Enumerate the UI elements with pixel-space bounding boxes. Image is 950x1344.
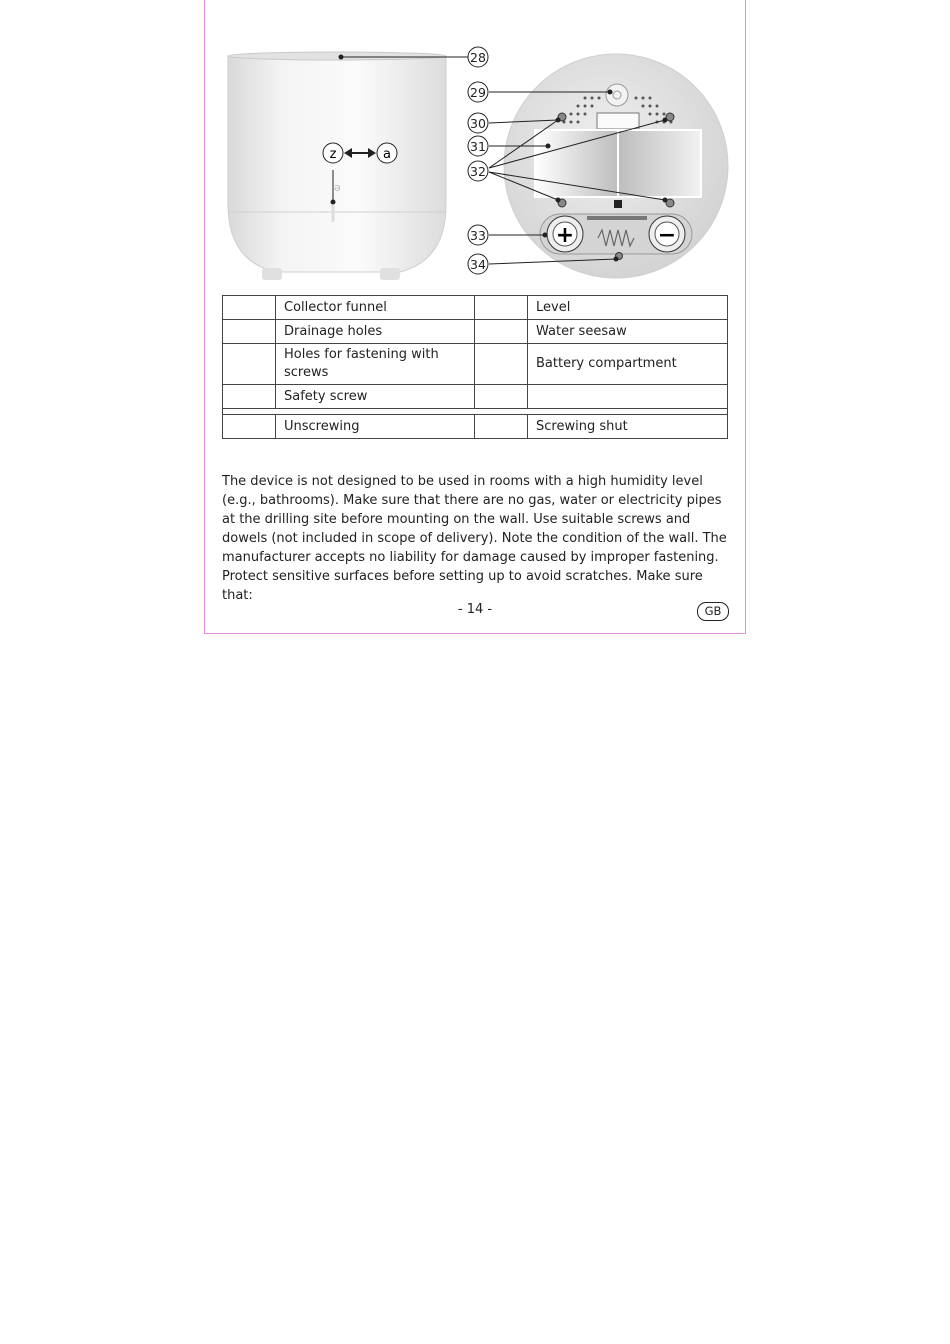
table-row <box>223 415 728 439</box>
callout-34: 34 <box>470 257 486 272</box>
plus-symbol: + <box>555 223 575 248</box>
legend-label: Screwing shut <box>528 415 728 439</box>
mounting-paragraph: The device is not designed to be used in rooms with a high humidity level (e.g., bathrooms). Make sure that there are no gas, water or electricity pipes at the drilling site before mounting on the wall. Use suitable screws and dowels (not included in scope of delivery). Note the condition of the wall. The manufacturer accepts no liability for damage caused by improper fastening. <box>222 474 727 565</box>
legend-number <box>223 415 276 439</box>
callout-31: 31 <box>470 139 486 154</box>
legend-label: Safety screw <box>276 385 475 409</box>
legend-label: Unscrewing <box>276 415 475 439</box>
legend-label: Level <box>528 296 728 320</box>
table-row <box>223 320 728 344</box>
level-mark: ə <box>334 181 341 194</box>
legend-number <box>223 385 276 409</box>
legend-label: Battery compartment <box>528 344 728 385</box>
legend-number <box>475 344 528 385</box>
page-number: - 14 - <box>457 602 493 617</box>
gauge-body <box>228 52 446 280</box>
language-badge: GB <box>697 602 729 621</box>
minus-symbol: − <box>657 223 677 248</box>
instructions-text <box>222 472 728 605</box>
base-bottom-view <box>504 54 728 278</box>
legend-number <box>223 320 276 344</box>
legend-label: Holes for fastening with screws <box>276 344 475 385</box>
rain-gauge-illustration <box>0 0 950 290</box>
table-row <box>223 296 728 320</box>
direction-label-z: z <box>329 147 337 162</box>
legend-number <box>223 296 276 320</box>
legend-label: Drainage holes <box>276 320 475 344</box>
callout-28: 28 <box>470 50 486 65</box>
callout-32: 32 <box>470 164 486 179</box>
callout-30: 30 <box>470 116 486 131</box>
callout-markers <box>468 47 488 274</box>
legend-label <box>528 385 728 409</box>
legend-label: Water seesaw <box>528 320 728 344</box>
legend-number <box>475 385 528 409</box>
callout-29: 29 <box>470 85 486 100</box>
parts-legend-table <box>222 295 728 439</box>
direction-label-a: a <box>383 147 391 162</box>
surface-paragraph: Protect sensitive surfaces before setting up to avoid scratches. Make sure that: <box>222 569 703 603</box>
legend-label: Collector funnel <box>276 296 475 320</box>
legend-number <box>475 296 528 320</box>
table-row <box>223 385 728 409</box>
table-row <box>223 344 728 385</box>
legend-number <box>475 320 528 344</box>
callout-33: 33 <box>470 228 486 243</box>
legend-number <box>475 415 528 439</box>
legend-number <box>223 344 276 385</box>
